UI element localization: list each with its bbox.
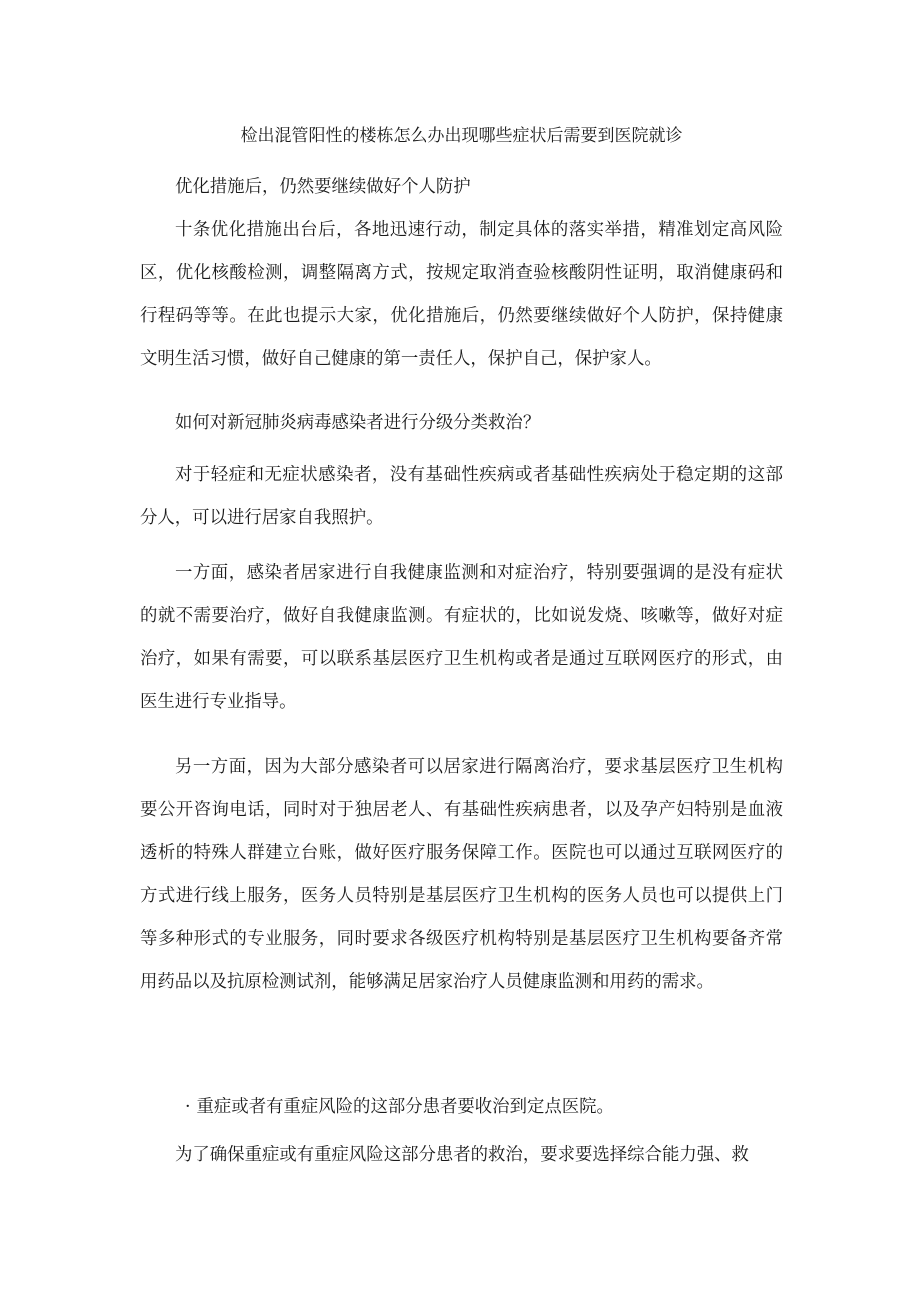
paragraph-ten-measures: 十条优化措施出台后，各地迅速行动，制定具体的落实举措，精准划定高风险区，优化核酸检测，调整隔离方式，按规定取消查验核酸阴性证明，取消健康码和行程码等等。在此也提示大家，优化措施后，仍然要继续做好个人防护，保持健康文明生活习惯，做好自己健康的第一责任人，保护自己，保护家人。 — [140, 220, 783, 369]
paragraph-protection-heading: 优化措施后，仍然要继续做好个人防护 — [175, 177, 471, 197]
paragraph-mild-cases: 对于轻症和无症状感染者，没有基础性疾病或者基础性疾病处于稳定期的这部分人，可以进行居家自我照护。 — [140, 465, 783, 528]
paragraph-first-aspect: 一方面，感染者居家进行自我健康监测和对症治疗，特别要强调的是没有症状的就不需要治疗，做好自我健康监测。有症状的，比如说发烧、咳嗽等，做好对症治疗，如果有需要，可以联系基层医疗卫生机构或者是通过互联网医疗的形式，由医生进行专业指导。 — [140, 563, 783, 712]
bullet-text: 重症或者有重症风险的这部分患者要收治到定点医院。 — [196, 1097, 614, 1117]
bullet-severe-cases — [140, 1086, 783, 1129]
document-title: 检出混管阳性的楼栋怎么办出现哪些症状后需要到医院就诊 — [240, 126, 683, 146]
paragraph-second-aspect: 另一方面，因为大部分感染者可以居家进行隔离治疗，要求基层医疗卫生机构要公开咨询电话，同时对于独居老人、有基础性疾病患者，以及孕产妇特别是血液透析的特殊人群建立台账，做好医疗服务保障工作。医院也可以通过互联网医疗的方式进行线上服务，医务人员特别是基层医疗卫生机构的医务人员也可以提供上门等多种形式的专业服务，同时要求各级医疗机构特别是基层医疗卫生机构要备齐常用药品以及抗原检测试剂，能够满足居家治疗人员健康监测和用药的需求。 — [140, 757, 783, 992]
paragraph-classification-question: 如何对新冠肺炎病毒感染者进行分级分类救治？ — [175, 413, 541, 433]
paragraph-severe-treatment: 为了确保重症或有重症风险这部分患者的救治，要求要选择综合能力强、救 — [175, 1145, 749, 1165]
bullet-marker: · — [185, 1097, 191, 1117]
